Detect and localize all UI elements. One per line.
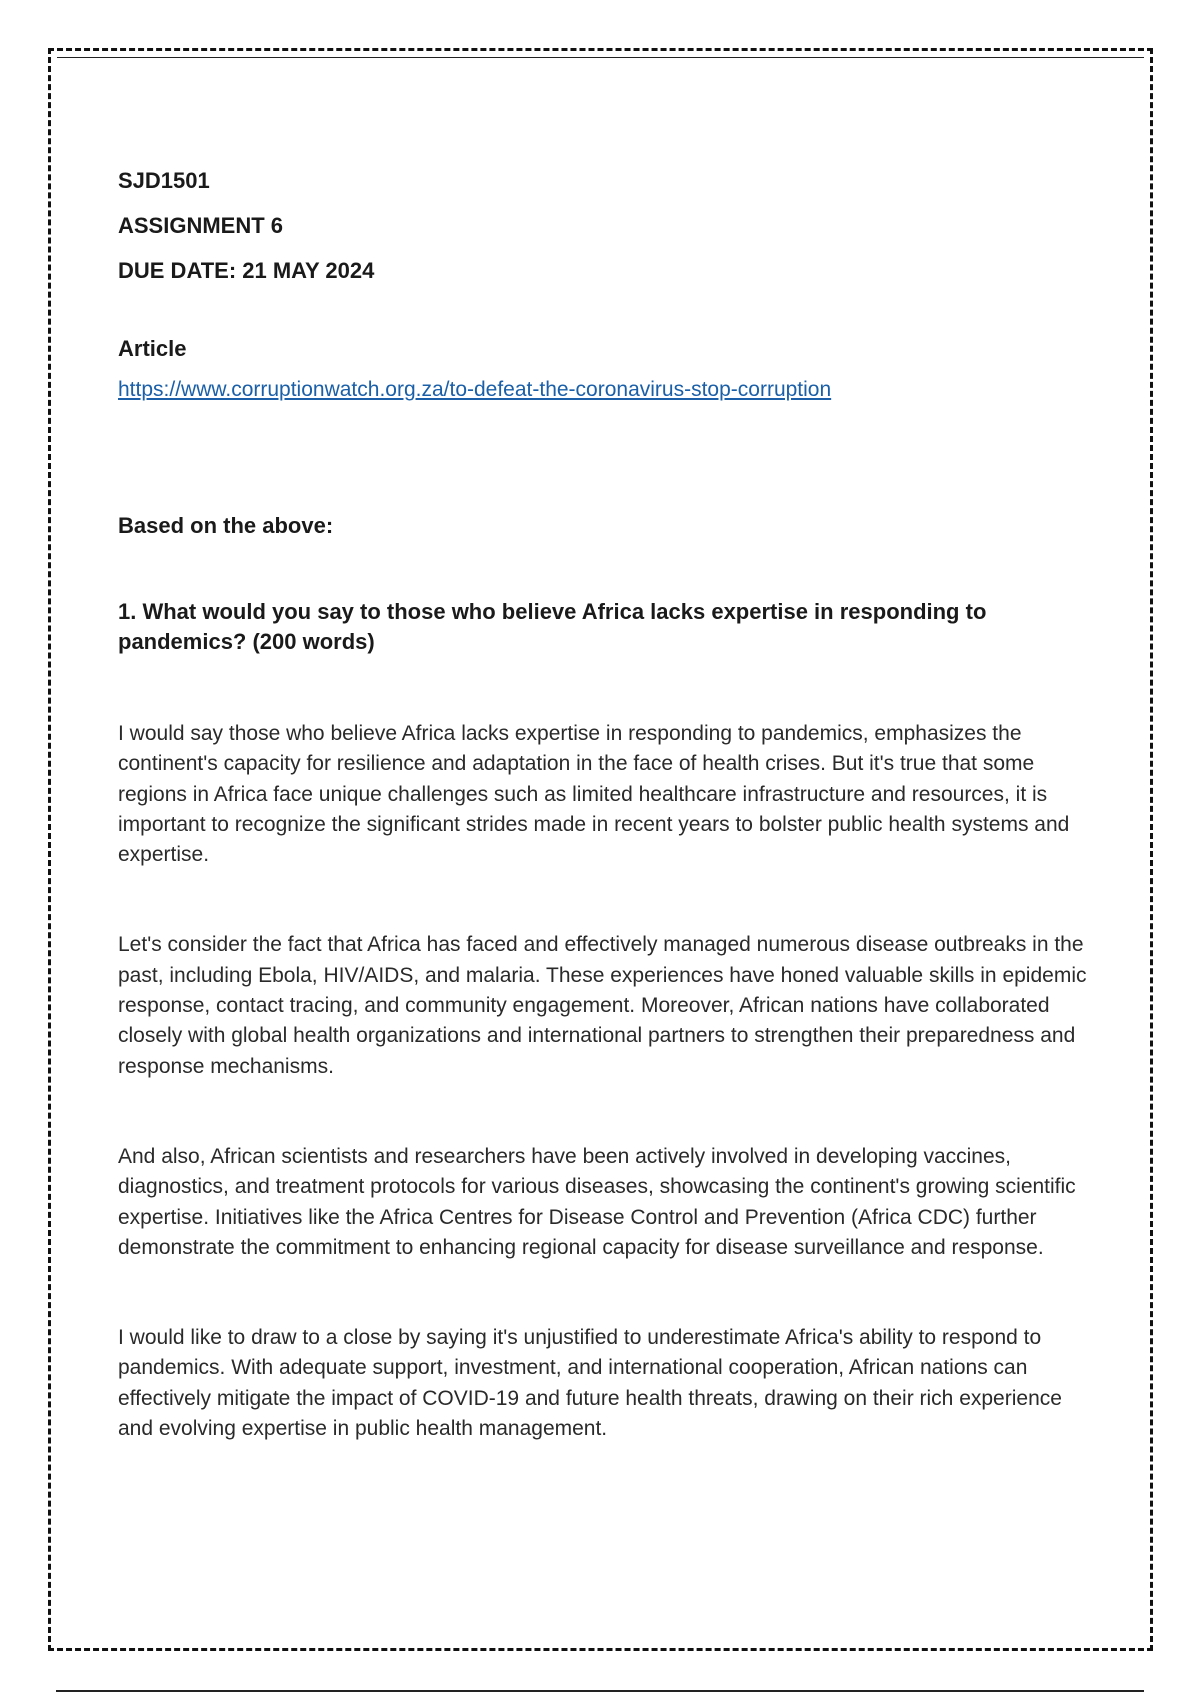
answer-paragraph-2: Let's consider the fact that Africa has faced and effectively managed numerous disease outbreaks in the past, including Ebola, HIV/AIDS, and malaria. These experiences have honed valuable skills in epidemic response, contact tracing, and community engagement. Moreover, African nations have collaborated closely with global health organizations and international partners to strengthen their preparedness and response mechanisms. bbox=[118, 933, 1087, 1078]
article-label: Article bbox=[118, 336, 187, 361]
page-border-top-rule bbox=[57, 57, 1144, 58]
article-link[interactable]: https://www.corruptionwatch.org.za/to-defeat-the-coronavirus-stop-corruption bbox=[118, 378, 832, 401]
intro-heading: Based on the above: bbox=[118, 513, 334, 538]
document-body bbox=[118, 168, 1098, 1444]
answer-paragraph-1: I would say those who believe Africa lacks expertise in responding to pandemics, emphasizes the continent's capacity for resilience and adaptation in the face of health crises. But it's true that some regions in Africa face unique challenges such as limited healthcare infrastructure and resources, it is important to recognize the significant strides made in recent years to bolster public health systems and expertise. bbox=[118, 722, 1070, 867]
answer-paragraph-3: And also, African scientists and researchers have been actively involved in developing vaccines, diagnostics, and treatment protocols for various diseases, showcasing the continent's growing scientific expertise. Initiatives like the Africa Centres for Disease Control and Prevention (Africa CDC) further demonstrate the commitment to enhancing regional capacity for disease surveillance and response. bbox=[118, 1144, 1076, 1259]
question-1: 1. What would you say to those who believe Africa lacks expertise in responding to pandemics? (200 words) bbox=[118, 599, 987, 654]
due-date: DUE DATE: 21 MAY 2024 bbox=[118, 258, 375, 283]
bottom-rule bbox=[56, 1690, 1144, 1692]
assignment-title: ASSIGNMENT 6 bbox=[118, 213, 284, 238]
answer-paragraph-4: I would like to draw to a close by saying it's unjustified to underestimate Africa's ability to respond to pandemics. With adequate support, investment, and international cooperation, African nations can effectively mitigate the impact of COVID-19 and future health threats, drawing on their rich experience and evolving expertise in public health management. bbox=[118, 1326, 1062, 1441]
course-code: SJD1501 bbox=[118, 168, 210, 193]
